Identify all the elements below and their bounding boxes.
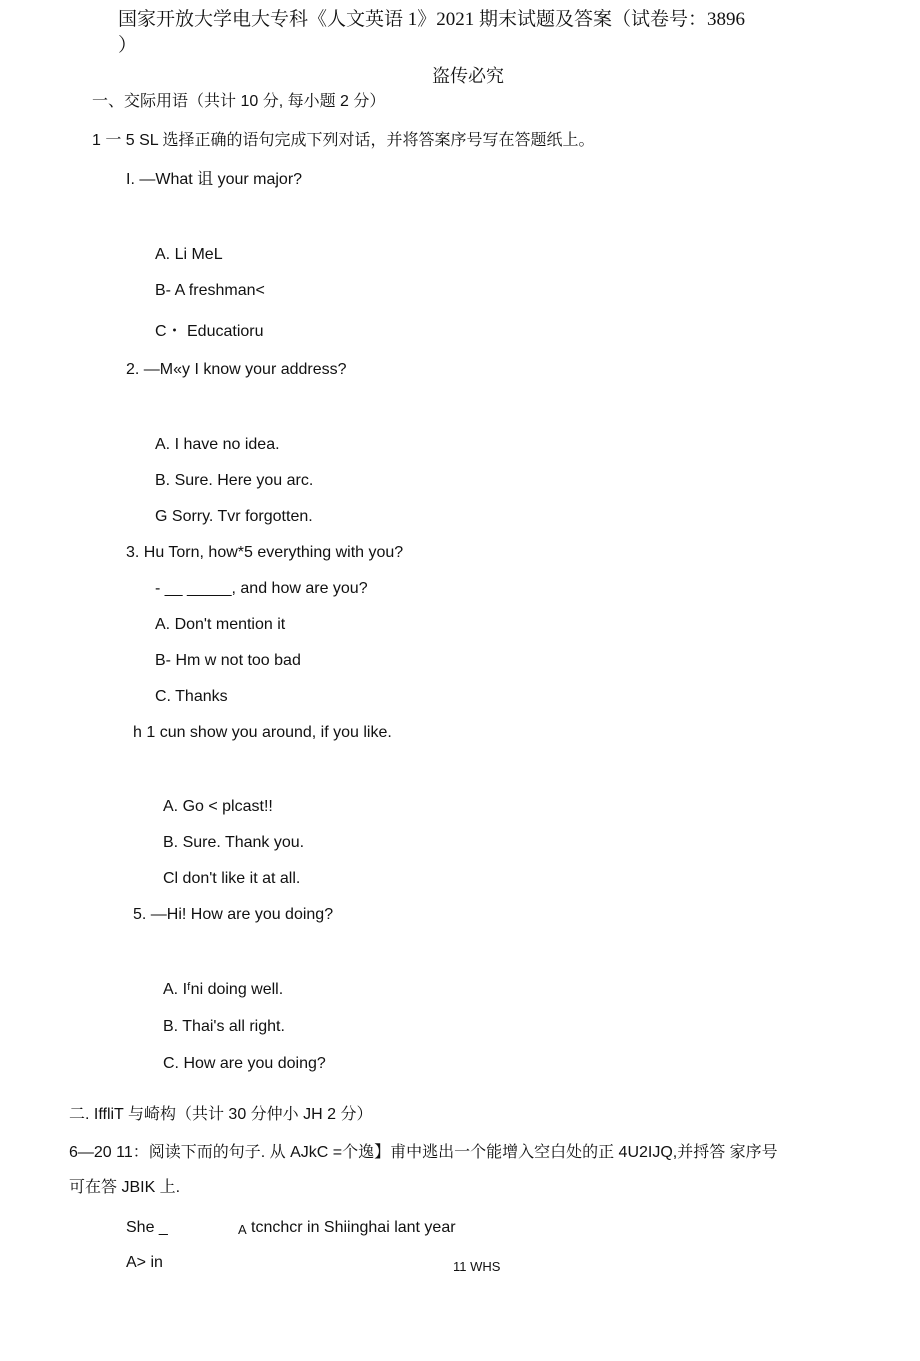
question-4-option-c: Cl don't like it at all. bbox=[163, 870, 301, 887]
question-1-option-c: C・ Educatioru bbox=[155, 323, 264, 340]
question-3-option-a: A. Don't mention it bbox=[155, 616, 286, 633]
page-footer: 11 WHS bbox=[453, 1259, 501, 1274]
question-2-option-c: G Sorry. Tvr forgotten. bbox=[155, 508, 313, 525]
question-3-reply: - __ _____, and how are you? bbox=[155, 580, 368, 597]
question-6-stem-right: tcnchcr in Shiinghai lant year bbox=[251, 1219, 456, 1236]
question-3-stem: 3. Hu Torn, how*5 everything with you? bbox=[126, 544, 404, 561]
section2-instruction-line1: 6—20 11：阅读下而的句子. 从 AJkC =个逸】甫中逃出一个能增入空白处的正 4U2IJQ,并捋答 家序号 bbox=[69, 1144, 778, 1161]
section2-instruction-line2: 可在答 JBIK 上. bbox=[69, 1179, 181, 1196]
document-title-continuation: ） bbox=[118, 35, 138, 56]
watermark-text: 盗传必究 bbox=[432, 66, 504, 86]
question-6-marker: A bbox=[238, 1222, 247, 1237]
question-5-stem: 5. —Hi! How are you doing? bbox=[133, 906, 334, 923]
question-1-option-b: B- A freshman< bbox=[155, 282, 265, 299]
question-1-option-a: A. Li MeL bbox=[155, 246, 223, 263]
question-2-option-a: A. I have no idea. bbox=[155, 436, 280, 453]
question-4-stem: h 1 cun show you around, if you like. bbox=[133, 724, 392, 741]
question-5-option-b: B. Thai's all right. bbox=[163, 1018, 285, 1035]
section1-instruction: 1 一 5 SL 选择正确的语句完成下列对话，并将答案序号写在答题纸上。 bbox=[92, 132, 595, 149]
question-3-option-b: B- Hm w not too bad bbox=[155, 652, 301, 669]
question-6-stem-left: She _ bbox=[126, 1219, 168, 1236]
question-5-option-a: A. Iᶠni doing well. bbox=[163, 981, 284, 998]
section1-heading: 一、交际用语（共计 10 分, 每小题 2 分） bbox=[92, 93, 386, 110]
question-5-option-c: C. How are you doing? bbox=[163, 1055, 326, 1072]
question-4-option-a: A. Go < plcast!! bbox=[163, 798, 273, 815]
document-title: 国家开放大学电大专科《人文英语 1》2021 期末试题及答案（试卷号：3896 bbox=[118, 9, 746, 30]
question-2-option-b: B. Sure. Here you arc. bbox=[155, 472, 314, 489]
question-1-stem: I. —What 诅 your major? bbox=[126, 171, 303, 188]
question-2-stem: 2. —M«y I know your address? bbox=[126, 361, 347, 378]
question-3-option-c: C. Thanks bbox=[155, 688, 228, 705]
question-6-option-a: A> in bbox=[126, 1254, 163, 1271]
section2-heading: 二. IffliT 与崎构（共计 30 分仲小 JH 2 分） bbox=[69, 1106, 373, 1123]
question-4-option-b: B. Sure. Thank you. bbox=[163, 834, 305, 851]
